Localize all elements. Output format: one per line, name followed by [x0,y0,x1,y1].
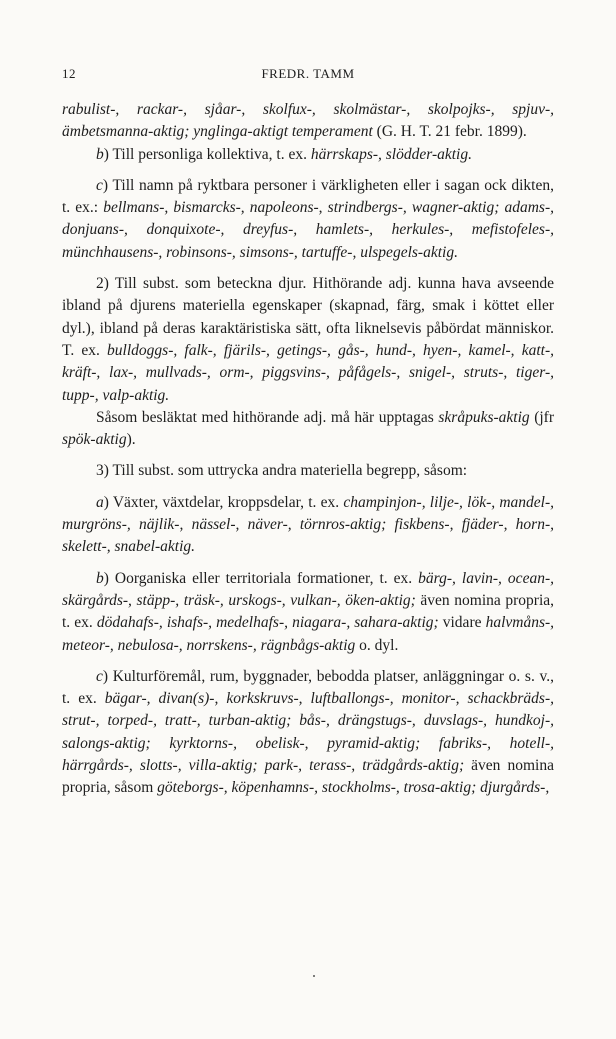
running-title: FREDR. TAMM [261,66,355,81]
page-number: 12 [62,66,76,81]
italic-run: bulldoggs-, falk-, fjärils-, getings-, gås-, hund-, hyen-, kamel-, katt-, kräft-, lax-, mullvads-, orm-, piggsvins-, påfågels-, snigel-, struts-, tiger-, tupp-, valp-aktig. [62,341,554,404]
text-run: (G. H. T. 21 febr. 1899). [372,123,527,141]
running-header [62,66,554,86]
paragraph-c-cultural-objects [62,666,554,800]
italic-run: dödahafs-, ishafs-, medelhafs-, niagara-, sahara-aktig; [96,614,439,632]
italic-run: c [96,176,103,194]
paragraph-b-personal-collectives [62,144,554,166]
italic-run: champinjon-, lilje-, lök-, mandel-, murgröns-, näjlik-, nässel-, näver-, törnros-aktig; fiskbens-, fjäder-, horn-, skelett-, snabel-aktig. [62,493,554,556]
paragraph-a-plants [62,492,554,559]
text-run: ) Kulturföremål, rum, byggnader, bebodda platser, anläggningar o. s. v., t. ex. [62,667,554,708]
italic-run: a [96,493,104,511]
text-run: (jfr [529,408,554,426]
text-run: ). [126,431,136,449]
text-run: ) Till personliga kollektiva, t. ex. [103,145,311,163]
italic-run: rabulist-, rackar-, sjåar-, skolfux-, skolmästar-, skolpojks-, spjuv-, ämbetsmanna-aktig; ynglinga-aktigt temperament [62,101,554,141]
text-run: ) Oorganiska eller territoriala formationer, t. ex. [103,569,419,587]
paragraph-continuation [62,99,554,144]
body-text [62,99,554,800]
italic-run: bärg-, lavin-, ocean-, skärgårds-, stäpp-, träsk-, urskogs-, vulkan-, öken-aktig; [62,569,554,609]
paragraph-3-material-concepts [62,460,554,482]
italic-run: halvmåns-, meteor-, nebulosa-, norrskens-, rägnbågs-aktig [62,614,555,654]
italic-run: härrskaps-, slödder-aktig. [310,145,472,163]
text-run: vidare [438,614,486,632]
italic-run: c [96,667,103,685]
italic-run: bägar-, divan(s)-, korkskruvs-, luftballongs-, monitor-, schackbräds-, strut-, torped-, tratt-, turban-aktig; bås-, drängstugs-, duvslags-, hundkoj-, salongs-aktig; kyrktorns-, obelisk-, pyramid-aktig; fabriks-, hotell-, härrgårds-, slotts-, villa-aktig; park-, terass-, trädgårds-aktig; [62,690,554,775]
text-run: 3) Till subst. som uttrycka andra materiella begrepp, såsom: [96,462,468,480]
paragraph-b-formations [62,568,554,657]
italic-run: b [96,145,104,163]
text-run: o. dyl. [355,636,399,654]
text-run: även nomina propria, såsom [62,757,554,797]
italic-run: spök-aktig [62,431,127,449]
italic-run: bellmans-, bismarcks-, napoleons-, strindbergs-, wagner-aktig; adams-, donjuans-, donquixote-, dreyfus-, hamlets-, herkules-, mefistofeles-, münchhausens-, robinsons-, simsons-, tartuffe-, ulspegels-aktig. [62,199,554,261]
print-speck [313,975,315,977]
italic-run: skråpuks-aktig [438,408,530,426]
text-run: även nomina propria, t. ex. [62,591,555,632]
paragraph-2-animals [62,273,554,407]
text-run: ) Växter, växtdelar, kroppsdelar, t. ex. [103,493,344,511]
paragraph-related-adjectives [62,407,554,452]
text-run: Såsom besläktat med hithörande adj. må här upptagas [96,408,439,426]
text-run: ) Till namn på ryktbara personer i värkligheten eller i sagan ock dikten, t. ex.: [62,176,554,217]
paragraph-c-famous-names [62,175,554,264]
text-run: 2) Till subst. som beteckna djur. Hithörande adj. kunna hava avseende ibland på djurens materiella egenskaper (skapnad, färg, smak i köttet eller dyl.), ibland på deras karaktäristiska sätt, ofta liknelsevis påbördat människor. T. ex. [62,275,554,359]
italic-run: b [96,569,104,587]
italic-run: göteborgs-, köpenhamns-, stockholms-, trosa-aktig; djurgårds-, [157,779,550,797]
